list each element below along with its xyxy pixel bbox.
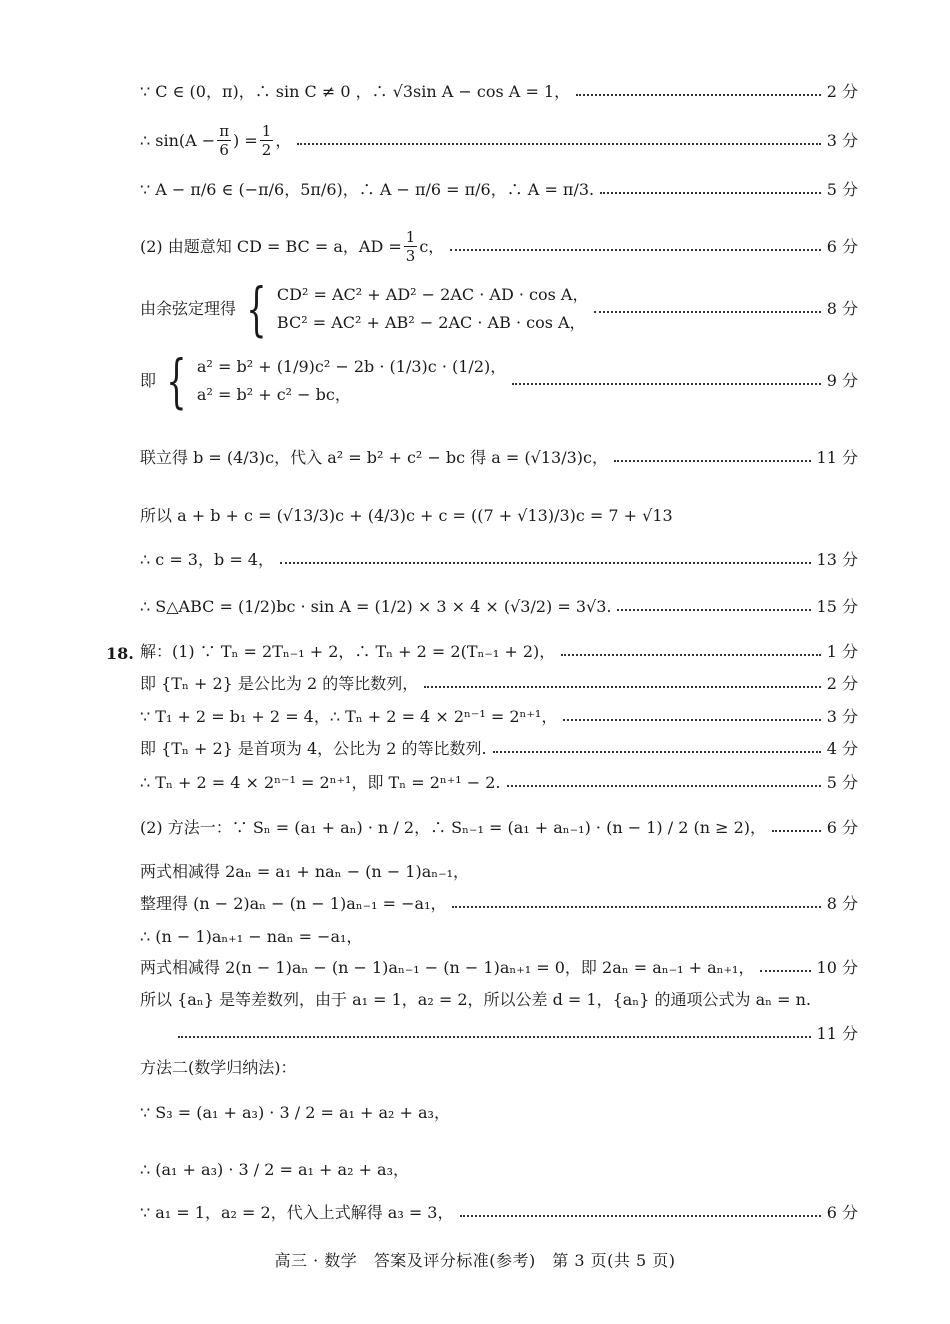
- answer-text: 所以 a + b + c = (√13/3)c + (4/3)c + c = ((7 + √13)/3)c = 7 + √13: [140, 506, 673, 525]
- answer-line: [140, 820, 858, 836]
- dot-leader: [493, 749, 821, 753]
- answer-line: [140, 676, 858, 692]
- score-label: 5 分: [826, 773, 858, 792]
- answer-line: [140, 508, 858, 524]
- dot-leader: [512, 381, 820, 385]
- answer-text: 即 {Tₙ + 2} 是首项为 4，公比为 2 的等比数列.: [140, 739, 487, 758]
- dot-leader: [450, 247, 820, 251]
- score-label: 6 分: [826, 1203, 858, 1222]
- answer-text: ∴ (n − 1)aₙ₊₁ − naₙ = −a₁，: [140, 927, 363, 946]
- answer-line: [140, 644, 858, 660]
- answer-line: [178, 1026, 858, 1042]
- answer-text: 所以 {aₙ} 是等差数列，由于 a₁ = 1，a₂ = 2，所以公差 d = 1，{aₙ} 的通项公式为 aₙ = n.: [140, 990, 812, 1009]
- answer-line: [140, 741, 858, 757]
- dot-leader: [563, 717, 820, 721]
- dot-leader: [424, 684, 820, 688]
- dot-leader: [460, 1213, 821, 1217]
- answer-line: [140, 709, 858, 725]
- answer-text: ∵ S₃ = (a₁ + a₃) · 3 / 2 = a₁ + a₂ + a₃，: [140, 1103, 450, 1122]
- left-brace-icon: {: [246, 275, 267, 343]
- answer-text: ∵ A − π/6 ∈ (−π/6，5π/6)，∴ A − π/6 = π/6，∴ A = π/3.: [140, 180, 595, 199]
- answer-text: ∴ Tₙ + 2 = 4 × 2ⁿ⁻¹ = 2ⁿ⁺¹，即 Tₙ = 2ⁿ⁺¹ − 2.: [140, 773, 501, 792]
- answer-text: ∵ a₁ = 1，a₂ = 2，代入上式解得 a₃ = 3，: [140, 1203, 454, 1222]
- score-label: 6 分: [826, 818, 858, 837]
- answer-text: 即: [140, 371, 157, 390]
- score-label: 13 分: [816, 550, 858, 569]
- left-brace-icon: {: [166, 347, 187, 415]
- score-label: 11 分: [816, 448, 858, 467]
- dot-leader: [772, 828, 821, 832]
- answer-line: [140, 929, 858, 945]
- answer-text: 解：(1) ∵ Tₙ = 2Tₙ₋₁ + 2，∴ Tₙ + 2 = 2(Tₙ₋₁ + 2)，: [140, 642, 556, 661]
- question-number: 18.: [106, 644, 134, 663]
- answer-text: ) =: [233, 130, 258, 150]
- answer-line: [140, 347, 858, 415]
- answer-line: [140, 1060, 858, 1076]
- answer-text: 整理得 (n − 2)aₙ − (n − 1)aₙ₋₁ = −a₁，: [140, 894, 447, 913]
- answer-text: ∴ sin(A −: [140, 130, 216, 150]
- score-label: 9 分: [826, 371, 858, 390]
- dot-leader: [452, 904, 820, 908]
- answer-line: [140, 450, 858, 466]
- score-label: 6 分: [826, 236, 858, 256]
- answer-line: [140, 864, 858, 880]
- denominator: 2: [261, 141, 272, 159]
- score-label: 4 分: [826, 739, 858, 758]
- answer-line: [140, 896, 858, 912]
- dot-leader: [280, 560, 811, 564]
- denominator: 3: [405, 247, 416, 265]
- dot-leader: [600, 190, 821, 194]
- dot-leader: [178, 1034, 811, 1038]
- answer-line: [140, 552, 858, 568]
- dot-leader: [617, 607, 810, 611]
- answer-text: c，: [419, 236, 445, 256]
- answer-text: ∵ C ∈ (0，π)，∴ sin C ≠ 0 ，∴ √3sin A − cos A = 1，: [140, 82, 571, 101]
- score-label: 3 分: [826, 707, 858, 726]
- dot-leader: [297, 141, 820, 145]
- dot-leader: [576, 92, 821, 96]
- numerator: 1: [261, 122, 272, 140]
- fraction: [404, 228, 418, 265]
- equation-row: a² = b² + c² − bc，: [196, 385, 351, 404]
- answer-line: [140, 122, 858, 159]
- dot-leader: [594, 309, 820, 313]
- fraction: [260, 122, 274, 159]
- answer-line: [140, 599, 858, 615]
- answer-text: ∵ T₁ + 2 = b₁ + 2 = 4，∴ Tₙ + 2 = 4 × 2ⁿ⁻¹ = 2ⁿ⁺¹，: [140, 707, 558, 726]
- answer-text: ∴ c = 3，b = 4，: [140, 550, 274, 569]
- answer-line: [140, 275, 858, 343]
- numerator: π: [219, 122, 230, 140]
- answer-text: (2) 由题意知 CD = BC = a，AD =: [140, 236, 402, 256]
- answer-line: [140, 1205, 858, 1221]
- score-label: 11 分: [816, 1024, 858, 1043]
- answer-line: [140, 84, 858, 100]
- score-label: 10 分: [816, 958, 858, 977]
- answer-text: 方法二(数学归纳法)：: [140, 1058, 297, 1077]
- answer-line: [140, 1105, 858, 1121]
- equation-row: a² = b² + (1/9)c² − 2b · (1/3)c · (1/2)，: [196, 357, 507, 376]
- answer-text: ，: [275, 130, 292, 150]
- answer-text: 由余弦定理得: [140, 299, 237, 318]
- dot-leader: [614, 458, 811, 462]
- equation-row: BC² = AC² + AB² − 2AC · AB · cos A，: [276, 313, 586, 332]
- score-label: 8 分: [826, 299, 858, 318]
- dot-leader: [760, 968, 810, 972]
- score-label: 3 分: [826, 130, 858, 150]
- equation-row: CD² = AC² + AD² − 2AC · AD · cos A，: [276, 285, 589, 304]
- answer-line: [140, 182, 858, 198]
- score-label: 5 分: [826, 180, 858, 199]
- answer-line: [140, 960, 858, 976]
- answer-text: ∴ S△ABC = (1/2)bc · sin A = (1/2) × 3 × 4 × (√3/2) = 3√3.: [140, 597, 612, 616]
- answer-text: (2) 方法一：∵ Sₙ = (a₁ + aₙ) · n / 2，∴ Sₙ₋₁ = (a₁ + aₙ₋₁) · (n − 1) / 2 (n ≥ 2)，: [140, 818, 767, 837]
- equation-system: [236, 275, 589, 343]
- dot-leader: [507, 783, 821, 787]
- fraction: [217, 122, 231, 159]
- answer-text: ∴ (a₁ + a₃) · 3 / 2 = a₁ + a₂ + a₃，: [140, 1160, 410, 1179]
- answer-line: [140, 1162, 858, 1178]
- answer-text: 两式相减得 2aₙ = a₁ + naₙ − (n − 1)aₙ₋₁，: [140, 862, 470, 881]
- numerator: 1: [405, 228, 416, 246]
- answer-line: [140, 775, 858, 791]
- score-label: 2 分: [826, 674, 858, 693]
- score-label: 2 分: [826, 82, 858, 101]
- score-label: 1 分: [826, 642, 858, 661]
- answer-line: [140, 992, 858, 1008]
- answer-text: 联立得 b = (4/3)c，代入 a² = b² + c² − bc 得 a = (√13/3)c，: [140, 448, 608, 467]
- answer-text: 即 {Tₙ + 2} 是公比为 2 的等比数列，: [140, 674, 419, 693]
- answer-text: 两式相减得 2(n − 1)aₙ − (n − 1)aₙ₋₁ − (n − 1)aₙ₊₁ = 0，即 2aₙ = aₙ₋₁ + aₙ₊₁，: [140, 958, 755, 977]
- score-label: 8 分: [826, 894, 858, 913]
- page-footer: 高三 · 数学 答案及评分标准(参考) 第 3 页(共 5 页): [274, 1251, 676, 1270]
- dot-leader: [561, 652, 820, 656]
- answer-line: [140, 228, 858, 265]
- denominator: 6: [219, 141, 229, 159]
- equation-system: [156, 347, 507, 415]
- score-label: 15 分: [816, 597, 858, 616]
